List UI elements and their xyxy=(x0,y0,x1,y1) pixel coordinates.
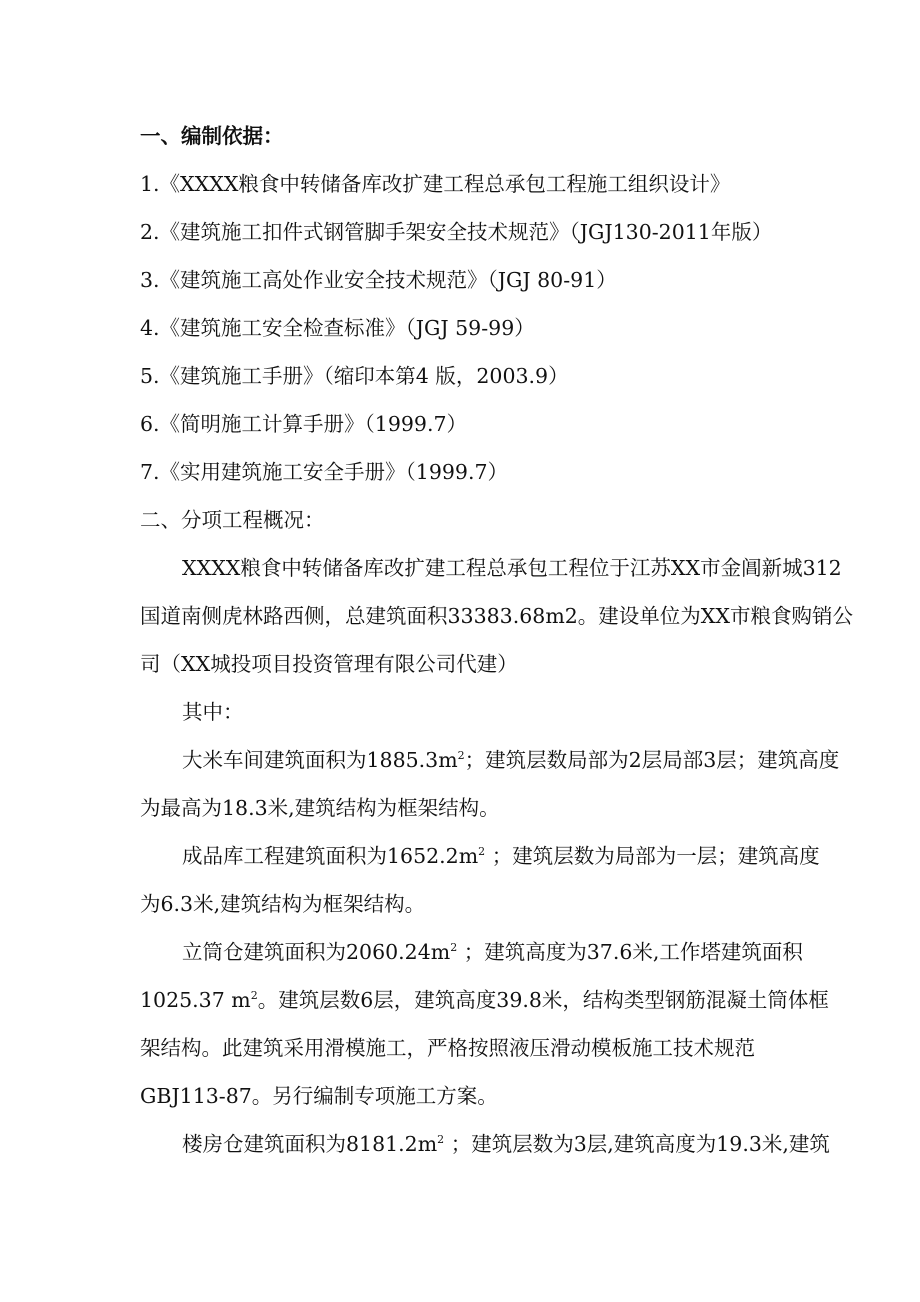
among-label: 其中： xyxy=(182,700,244,724)
tower-area-text: 1025.37 m xyxy=(140,988,251,1012)
rice-floors-text: ；建筑层数局部为2层局部3层；建筑高度 xyxy=(464,748,840,772)
silo-area-text: 立筒仓建筑面积为2060.24m xyxy=(182,940,451,964)
warehouse-floors-text: ；建筑层数为3层,建筑高度为19.3米,建筑 xyxy=(444,1132,830,1156)
product-store-line-2: 为6.3米,建筑结构为框架结构。 xyxy=(140,892,426,916)
rice-workshop-line-1 xyxy=(182,746,839,774)
warehouse-line-1 xyxy=(182,1130,830,1158)
superscript: 2 xyxy=(457,749,465,763)
overview-line-2: 国道南侧虎林路西侧，总建筑面积33383.68m2。建设单位为XX市粮食购销公 xyxy=(140,604,853,628)
section-heading-basis: 一、编制依据： xyxy=(140,124,284,148)
silo-line-3: 架结构。此建筑采用滑模施工，严格按照液压滑动模板施工技术规范 xyxy=(140,1036,755,1060)
silo-line-2 xyxy=(140,986,829,1014)
tower-structure-text: 。建筑层数6层，建筑高度39.8米，结构类型钢筋混凝土筒体框 xyxy=(257,988,829,1012)
superscript: 2 xyxy=(450,941,458,955)
superscript: 2 xyxy=(250,989,258,1003)
silo-height-text: ；建筑高度为37.6米,工作塔建筑面积 xyxy=(457,940,803,964)
reference-item-4: 4.《建筑施工安全检查标准》（JGJ 59-99） xyxy=(140,316,535,340)
rice-area-text: 大米车间建筑面积为1885.3m xyxy=(182,748,458,772)
silo-line-4: GBJ113-87。另行编制专项施工方案。 xyxy=(140,1084,498,1108)
rice-workshop-line-2: 为最高为18.3米,建筑结构为框架结构。 xyxy=(140,796,500,820)
silo-line-1 xyxy=(182,938,803,966)
reference-item-2: 2.《建筑施工扣件式钢管脚手架安全技术规范》（JGJ130-2011年版） xyxy=(140,220,773,244)
reference-item-1: 1.《XXXX粮食中转储备库改扩建工程总承包工程施工组织设计》 xyxy=(140,172,731,196)
overview-line-1: XXXX粮食中转储备库改扩建工程总承包工程位于江苏XX市金阊新城312 xyxy=(182,556,842,580)
overview-line-3: 司（XX城投项目投资管理有限公司代建） xyxy=(140,652,518,676)
section-heading-overview: 二、分项工程概况： xyxy=(140,508,325,532)
product-store-line-1 xyxy=(182,842,820,870)
reference-item-6: 6.《简明施工计算手册》（1999.7） xyxy=(140,412,468,436)
warehouse-area-text: 楼房仓建筑面积为8181.2m xyxy=(182,1132,438,1156)
product-floors-text: ；建筑层数为局部为一层；建筑高度 xyxy=(485,844,820,868)
reference-item-5: 5.《建筑施工手册》（缩印本第4 版，2003.9） xyxy=(140,364,569,388)
superscript: 2 xyxy=(437,1133,445,1147)
reference-item-7: 7.《实用建筑施工安全手册》（1999.7） xyxy=(140,460,509,484)
superscript: 2 xyxy=(478,845,486,859)
product-area-text: 成品库工程建筑面积为1652.2m xyxy=(182,844,479,868)
reference-item-3: 3.《建筑施工高处作业安全技术规范》（JGJ 80-91） xyxy=(140,268,617,292)
